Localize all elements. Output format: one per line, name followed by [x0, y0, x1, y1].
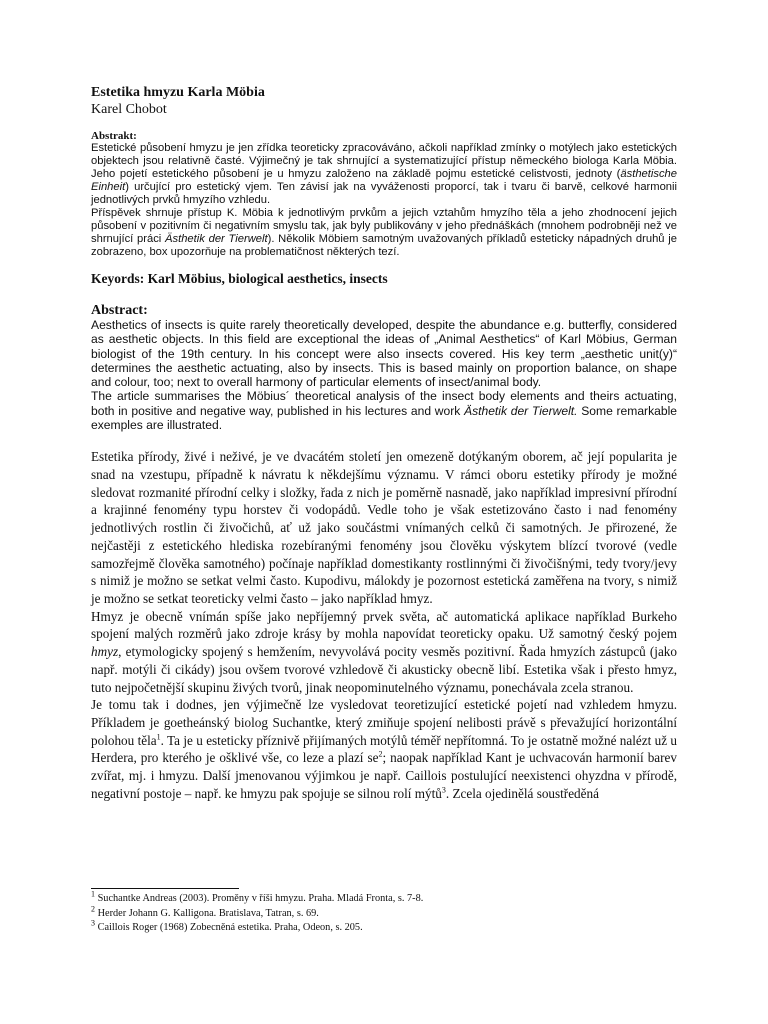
footnote-ref-3[interactable]: 3: [441, 785, 446, 795]
abstract-paragraph-2: The article summarises the Möbius´ theoretical analysis of the insect body elements and theirs actuating, both in positive and negative way, published in his lectures and work Ästhetik der Tierwelt. Some remarkable exemples are illustrated.: [91, 389, 677, 433]
abstract-paragraph-1: Aesthetics of insects is quite rarely theoretically developed, despite the abundance e.g. butterfly, considered as aesthetic objects. In this field are exceptional the ideas of „Animal Aesthetics“ of Karl Möbius, German biologist of the 19th century. In his concept were also insects covered. His key term „aesthetic unit(y)“ determines the aesthetic actuating, also by insects. This is based mainly on proportion balance, on shape and colour, too; next to overall harmony of particular elements of insect/animal body.: [91, 318, 677, 390]
abstract-text: [91, 318, 677, 432]
footnote-3: $^3$ Caillois Roger (1968) Zobecněná estetika. Praha, Odeon, s. 205.: [91, 918, 363, 933]
abstrakt-paragraph-1: Estetické působení hmyzu je jen zřídka teoreticky zpracováváno, ačkoli například zmínky o motýlech jako estetických objektech jsou relativně časté. Výjimečný je tak shrnující a systematizující přístup německého biologa Karla Möbia. Jeho pojetí estetického působení je u hmyzu založeno na základě pojmu estetické celistvosti, jednoty (ästhetische Einheit) určující pro estetický vjem. Ten závisí jak na vyváženosti proporcí, tak i tvaru či barvě, celkové harmonii jednotlivých prvků hmyzího vzhledu.: [91, 142, 677, 206]
body-paragraph-2: Hmyz je obecně vnímán spíše jako nepříjemný prvek světa, ač automatická aplikace například Burkeho spojení malých rozměrů jako zdroje krásy by mohla napovídat teoreticky opaku. Už samotný český pojem hmyz, etymologicky spojený s hemžením, nevyvolává pocity vesměs pozitivní. Řada hmyzích zástupců (jako např. motýli či cikády) jsou ovšem tvorové vzhledově či akusticky obecně libí. Estetika však i přesto hmyz, tuto nejpočetnější skupinu živých tvorů, jinak neopominutelného významu, ponechávala zcela stranou.: [91, 608, 677, 695]
abstrakt-heading: Abstrakt:: [91, 130, 137, 142]
footnote-ref-1[interactable]: 1: [156, 732, 161, 742]
body-paragraph-3: Je tomu tak i dodnes, jen výjimečně lze vysledovat teoretizující estetické pojetí nad vzhledem hmyzu. Příkladem je goetheánský biolog Suchantke, který zmiňuje spojení nelibosti právě s převažující horizontální polohou těla$^1$. Ta je u esteticky příznivě přijímaných motýlů téměř nepřítomná. To je ostatně možné nalézt už u Herdera, pro kterého je ošklivé vše, co leze a plazí $se^2$; naopak například Kant je uchvacován harmonií barev zvířat, mj. i hmyzu. Další jmenovanou výjimkou je např. Caillois postulující neexistenci ohyzdna v přírodě, negativní postoje – např. ke hmyzu pak spojuje se silnou rolí mýtů$^3$. Zcela ojedinělá soustředěná: [91, 697, 678, 801]
footnote-divider: [91, 888, 239, 889]
article-author: Karel Chobot: [91, 102, 167, 117]
article-title: Estetika hmyzu Karla Möbia: [91, 85, 265, 100]
abstrakt-paragraph-2: Příspěvek shrnuje přístup K. Möbia k jednotlivým prvkům a jejich vztahům hmyzího těla a jeho zhodnocení jejich působení v pozitivním či negativním smyslu tak, jak byly publikovány v jeho přednáškách (mnohem podrobněji než ve shrnující práci Ästhetik der Tierwelt). Několik Möbiem samotným uvažovaných příkladů esteticky nápadných druhů je zobrazeno, box upozorňuje na problematičnost některých tezí.: [91, 207, 677, 258]
footnote-1: $^1$ Suchantke Andreas (2003). Proměny v říši hmyzu. Praha. Mladá Fronta, s. 7-8.: [91, 889, 424, 904]
body-text: [91, 448, 677, 802]
abstract-heading: Abstract:: [91, 303, 148, 318]
footnotes: [91, 888, 677, 936]
abstrakt-text: [91, 142, 677, 259]
footnote-ref-2[interactable]: 2: [378, 749, 383, 759]
footnote-2: $^2$ Herder Johann G. Kalligona. Bratislava, Tatran, s. 69.: [91, 904, 319, 919]
body-paragraph-1: Estetika přírody, živé i neživé, je ve dvacátém století jen omezeně dotýkaným oborem, ač její popularita je snad na vzestupu, případně k návratu k někdejšímu významu. V rámci oboru estetiky přírody je možné sledovat rozmanité přírodní celky i složky, řada z nich je poměrně nasnadě, jako například impresivní přírodní a krajinné fenomény typu horstev či vodopádů. Vedle toho je však estetizováno často i nad fenomény jednotlivých rostlin či živočichů, ať už jako součástmi vnímaných celků či samotných. Je přirozené, že nejčastěji z estetického hlediska rozebíranými fenomény jsou člověku výskytem blízcí tvorové (vedle samozřejmě člověka samotného) počínaje například domestikanty rostlinnými či živočišnými, tedy tvory/jevy s nimiž je možno se setkat velmi často. Kupodivu, málokdy je pozornost estetická zaměřena na tvory, s nimiž je možno se setkat teoreticky velmi často – jako například hmyz.: [91, 449, 677, 606]
keywords-line: Keyords: Karl Möbius, biological aesthetics, insects: [91, 271, 388, 286]
article-page: [91, 84, 677, 802]
